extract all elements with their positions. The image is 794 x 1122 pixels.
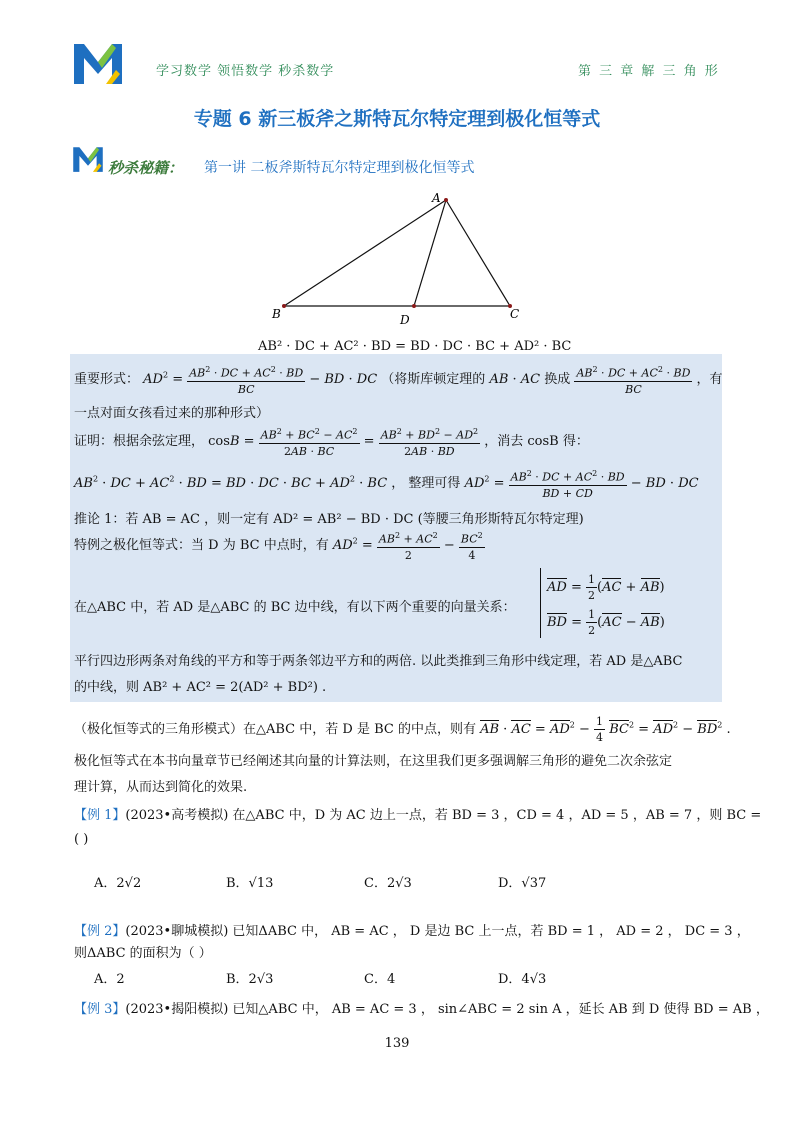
stewart-formula: AB² · DC + AC² · BD = BD · DC · BC + AD² · BC xyxy=(258,339,572,354)
example-2-option-a: A．2 xyxy=(94,972,125,987)
box-line-6: 特例之极化恒等式：当 D 为 BC 中点时，有 $AD^2$ = $\frac{AB^2 + AC^2}{2}$ − $\frac{BC^2}{4}$ xyxy=(74,528,485,563)
box-line-2: 一点对面女孩看过来的那种形式） xyxy=(74,406,270,421)
box-line-5: 推论 1：若 AB = AC ，则一定有 AD² = AB² − BD · DC (等腰三角形斯特瓦尔特定理) xyxy=(74,512,584,527)
vertex-label-c: C xyxy=(510,307,520,321)
example-2-line-2: 则ΔABC 的面积为（ ） xyxy=(74,946,212,961)
box-line-9: 的中线，则 AB² + AC² = 2(AD² + BD²) . xyxy=(74,680,327,695)
example-1-option-d: D．√37 xyxy=(498,876,547,891)
subtitle-kicker: 秒杀秘籍： xyxy=(108,159,184,177)
example-1-tag: 【例 1】 xyxy=(74,808,126,823)
example-3-tag: 【例 3】 xyxy=(74,1002,126,1017)
box-line-4: $AB^2$ · DC + $AC^2$ · BD = BD · DC · BC + $AD^2$ · BC ， 整理可得 $AD^2$ = $\frac{AB^2 \cdot DC + AC^2 \cdot BD}{BD + CD}$ − BD · DC xyxy=(74,466,699,501)
vertex-label-b: B xyxy=(272,307,281,321)
header-slogan: 学习数学 领悟数学 秒杀数学 xyxy=(156,64,335,79)
example-2-option-c: C．4 xyxy=(364,972,396,987)
paragraph-line-3: 理计算，从而达到简化的效果. xyxy=(74,780,248,795)
example-1-option-b: B．√13 xyxy=(226,876,274,891)
example-2-option-b: B．2√3 xyxy=(226,972,274,987)
example-3: 【例 3】(2023•揭阳模拟) 已知△ABC 中， AB = AC = 3 ， sin∠ABC = 2 sin A ，延长 AB 到 D 使得 BD = AB ， xyxy=(74,1002,769,1017)
vertex-label-a: A xyxy=(432,191,441,205)
example-1-option-c: C．2√3 xyxy=(364,876,412,891)
example-2-tag: 【例 2】 xyxy=(74,924,126,939)
page-number: 139 xyxy=(384,1036,410,1051)
header-chapter: 第 三 章 解 三 角 形 xyxy=(578,64,720,79)
triangle-figure xyxy=(270,190,530,330)
vertex-label-d: D xyxy=(400,313,410,327)
vector-relations: AD = $\frac{1}{2}$ (AC + AB) BD = $\frac{1}{2}$ (AC − AB) xyxy=(540,568,665,638)
page-title: 专题 6 新三板斧之斯特瓦尔特定理到极化恒等式 xyxy=(193,108,601,130)
polarization-line: （极化恒等式的三角形模式）在△ABC 中，若 D 是 BC 的中点，则有 AB · AC = $AD^2$ − $\frac{1}{4}$ $BC^2 = AD^2 - BD^2$ . xyxy=(74,715,731,744)
section-logo-icon xyxy=(72,144,104,174)
box-line-1: 重要形式： $AD^2$ = $\frac{AB^2 \cdot DC + AC^2 \cdot BD}{BC}$ − BD · DC （将斯库顿定理的 AB · AC 换成 $\frac{AB^2 \cdot DC + AC^2 \cdot BD}{BC}$ ，有 xyxy=(74,362,723,397)
example-2-option-d: D．4√3 xyxy=(498,972,547,987)
example-1: 【例 1】(2023•高考模拟) 在△ABC 中，D 为 AC 边上一点，若 BD = 3 ，CD = 4 ，AD = 5 ，AB = 7 ，则 BC = xyxy=(74,808,762,823)
box-line-8: 平行四边形两条对角线的平方和等于两条邻边平方和的两倍. 以此类推到三角形中线定理，若 AD 是△ABC xyxy=(74,654,683,669)
box-line-7: 在△ABC 中，若 AD 是△ABC 的 BC 边中线，有以下两个重要的向量关系： xyxy=(74,600,516,615)
subtitle-text: 第一讲 二板斧斯特瓦尔特定理到极化恒等式 xyxy=(204,160,475,176)
example-2: 【例 2】(2023•聊城模拟) 已知ΔABC 中， AB = AC ， D 是边 BC 上一点，若 BD = 1 ， AD = 2 ， DC = 3 ， xyxy=(74,924,750,939)
brand-logo-icon xyxy=(72,40,124,86)
paragraph-line-2: 极化恒等式在本书向量章节已经阐述其向量的计算法则，在这里我们更多强调解三角形的避免二次余弦定 xyxy=(74,754,673,769)
page-header xyxy=(0,0,794,100)
example-1-option-a: A．2√2 xyxy=(94,876,142,891)
box-line-3: 证明：根据余弦定理， cosB = $\frac{AB^2 + BC^2 - AC^2}{2AB \cdot BC}$ = $\frac{AB^2 + BD^2 - AD^2}{2AB \cdot BD}$ ，消去 cosB 得： xyxy=(74,424,589,459)
example-1-blank: ( ) xyxy=(74,832,89,847)
